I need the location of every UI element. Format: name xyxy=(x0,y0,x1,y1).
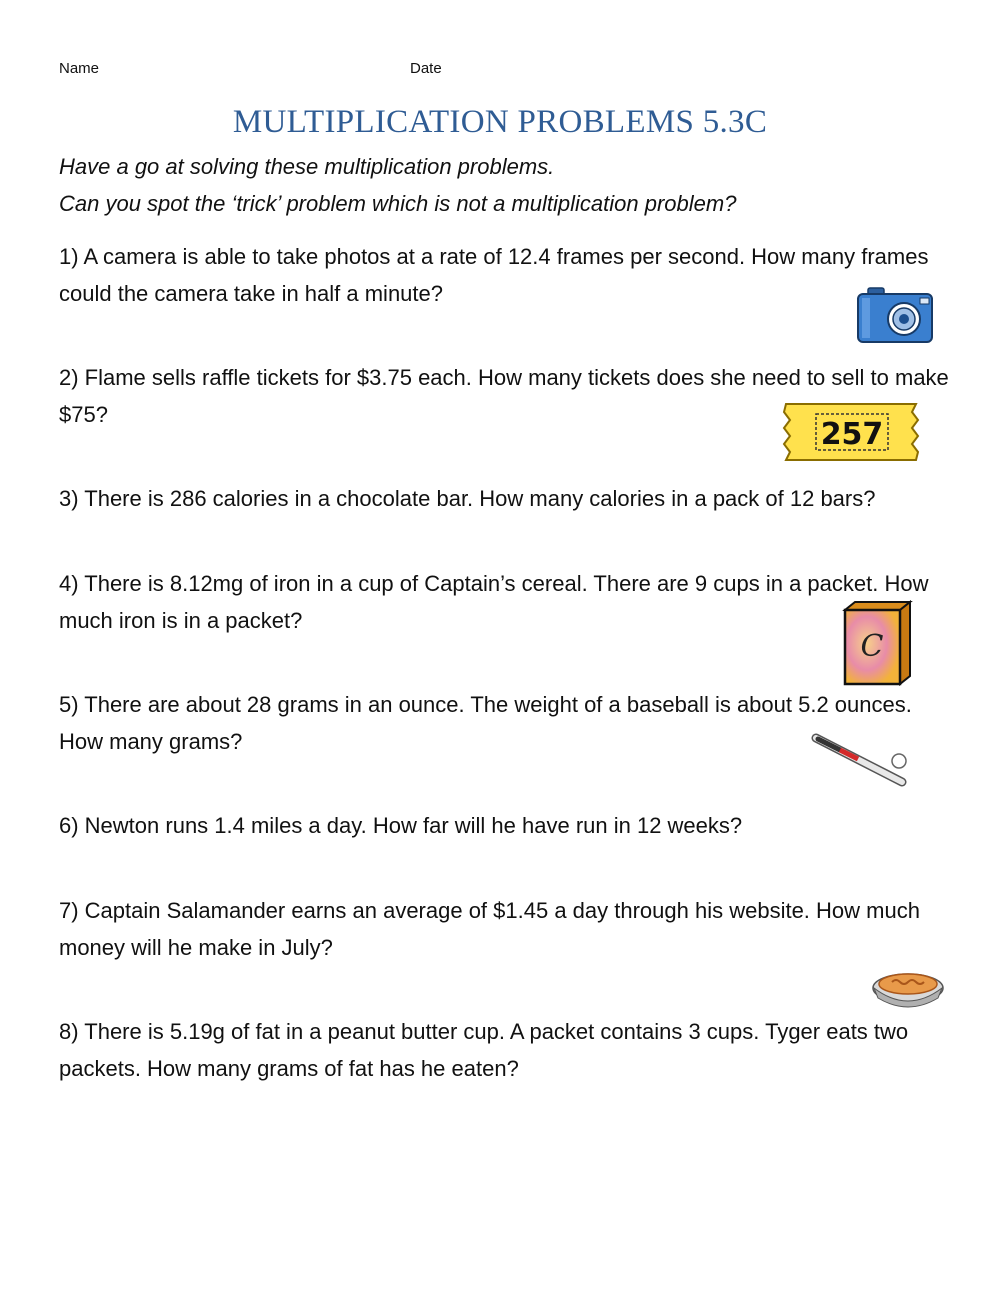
question-6: 6) Newton runs 1.4 miles a day. How far will he have run in 12 weeks? xyxy=(59,813,743,838)
intro-line-2: Can you spot the ‘trick’ problem which is not a multiplication problem? xyxy=(59,191,737,216)
question-1: 1) A camera is able to take photos at a rate of 12.4 frames per second. How many frames could the camera take in half a minute? xyxy=(59,244,929,306)
ticket-number: 257 xyxy=(820,417,884,452)
question-8: 8) There is 5.19g of fat in a peanut butter cup. A packet contains 3 cups. Tyger eats two packets. How many grams of fat has he eaten? xyxy=(59,1019,909,1081)
worksheet-title: MULTIPLICATION PROBLEMS 5.3C xyxy=(232,104,768,140)
name-label: Name xyxy=(59,60,100,77)
ticket-icon xyxy=(782,402,922,462)
baseball-bat-icon xyxy=(810,730,910,792)
question-5: 5) There are about 28 grams in an ounce. The weight of a baseball is about 5.2 ounces. How many grams? xyxy=(59,692,912,754)
date-label: Date xyxy=(410,60,442,77)
pie-icon xyxy=(870,968,946,1008)
question-3: 3) There is 286 calories in a chocolate bar. How many calories in a pack of 12 bars? xyxy=(59,486,876,511)
question-2: 2) Flame sells raffle tickets for $3.75 each. How many tickets does she need to sell to make $75? xyxy=(59,365,949,427)
question-4: 4) There is 8.12mg of iron in a cup of Captain’s cereal. There are 9 cups in a packet. How much iron is in a packet? xyxy=(59,571,929,633)
intro-line-1: Have a go at solving these multiplication problems. xyxy=(59,154,555,179)
cereal-logo: C xyxy=(860,629,884,664)
cereal-box-icon xyxy=(842,600,914,686)
question-7: 7) Captain Salamander earns an average of $1.45 a day through his website. How much money will he make in July? xyxy=(59,898,920,960)
camera-icon xyxy=(856,286,934,344)
